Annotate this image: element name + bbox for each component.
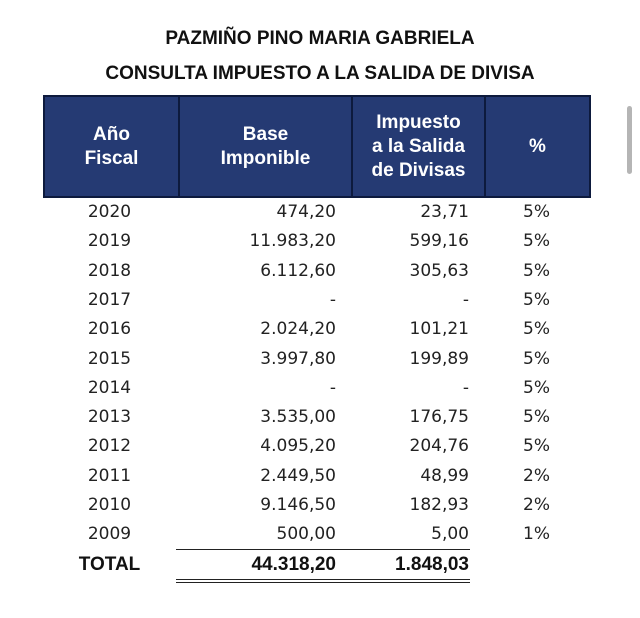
- year-cell: 2014: [87, 378, 132, 398]
- year-cell: 2015: [87, 349, 132, 369]
- table-row: [43, 491, 591, 520]
- year-cell: 2012: [87, 436, 132, 456]
- pct-cell: 5%: [523, 436, 550, 456]
- year-cell: 2020: [87, 202, 132, 222]
- total-underline-2: [176, 582, 470, 583]
- year-cell: 2013: [87, 407, 132, 427]
- base-cell: -: [329, 290, 336, 310]
- pct-cell: 5%: [523, 202, 550, 222]
- year-cell: 2011: [87, 466, 132, 486]
- year-cell: 2018: [87, 261, 132, 281]
- pct-cell: 1%: [523, 524, 550, 544]
- report-name: PAZMIÑO PINO MARIA GABRIELA: [165, 28, 475, 49]
- base-cell: 3.997,80: [260, 349, 336, 369]
- tax-cell: 5,00: [431, 524, 469, 544]
- base-cell: 2.024,20: [260, 319, 336, 339]
- tax-cell: 305,63: [409, 261, 469, 281]
- table-row: [43, 227, 591, 256]
- table-row: [43, 374, 591, 403]
- table-row: [43, 315, 591, 344]
- table-row: [43, 403, 591, 432]
- table-row: [43, 198, 591, 227]
- pct-cell: 5%: [523, 378, 550, 398]
- year-cell: 2016: [87, 319, 132, 339]
- report-subtitle: CONSULTA IMPUESTO A LA SALIDA DE DIVISA: [105, 63, 535, 84]
- base-cell: -: [329, 378, 336, 398]
- header-base: Base Imponible: [178, 97, 351, 196]
- pct-cell: 5%: [523, 407, 550, 427]
- table-header: [43, 95, 591, 198]
- year-cell: 2009: [87, 524, 132, 544]
- tax-cell: -: [462, 290, 469, 310]
- table-row: [43, 345, 591, 374]
- year-cell: 2010: [87, 495, 132, 515]
- table-row: [43, 520, 591, 549]
- base-cell: 11.983,20: [249, 231, 336, 251]
- total-underline-1: [176, 579, 470, 580]
- total-top-line: [176, 549, 470, 550]
- base-cell: 2.449,50: [260, 466, 336, 486]
- table-row: [43, 432, 591, 461]
- tax-cell: 23,71: [420, 202, 469, 222]
- pct-cell: 5%: [523, 319, 550, 339]
- pct-cell: 5%: [523, 290, 550, 310]
- total-row: [43, 550, 591, 579]
- header-pct: %: [484, 97, 589, 196]
- tax-cell: 599,16: [409, 231, 469, 251]
- pct-cell: 2%: [523, 495, 550, 515]
- scrollbar-thumb[interactable]: [627, 106, 632, 174]
- tax-cell: 101,21: [409, 319, 469, 339]
- tax-cell: -: [462, 378, 469, 398]
- base-cell: 4.095,20: [260, 436, 336, 456]
- tax-cell: 199,89: [409, 349, 469, 369]
- pct-cell: 5%: [523, 231, 550, 251]
- year-cell: 2019: [87, 231, 132, 251]
- pct-cell: 5%: [523, 349, 550, 369]
- pct-cell: 2%: [523, 466, 550, 486]
- table-row: [43, 286, 591, 315]
- tax-cell: 48,99: [420, 466, 469, 486]
- base-cell: 6.112,60: [260, 261, 336, 281]
- table-row: [43, 257, 591, 286]
- base-cell: 3.535,00: [260, 407, 336, 427]
- year-cell: 2017: [87, 290, 132, 310]
- pct-cell: 5%: [523, 261, 550, 281]
- total-label: TOTAL: [78, 554, 141, 575]
- tax-cell: 182,93: [409, 495, 469, 515]
- tax-cell: 176,75: [409, 407, 469, 427]
- header-tax: Impuesto a la Salida de Divisas: [351, 97, 484, 196]
- total-base: 44.318,20: [251, 554, 336, 575]
- base-cell: 474,20: [276, 202, 336, 222]
- header-year: Año Fiscal: [84, 123, 139, 169]
- base-cell: 9.146,50: [260, 495, 336, 515]
- total-tax: 1.848,03: [395, 554, 469, 575]
- table-row: [43, 462, 591, 491]
- tax-cell: 204,76: [409, 436, 469, 456]
- base-cell: 500,00: [276, 524, 336, 544]
